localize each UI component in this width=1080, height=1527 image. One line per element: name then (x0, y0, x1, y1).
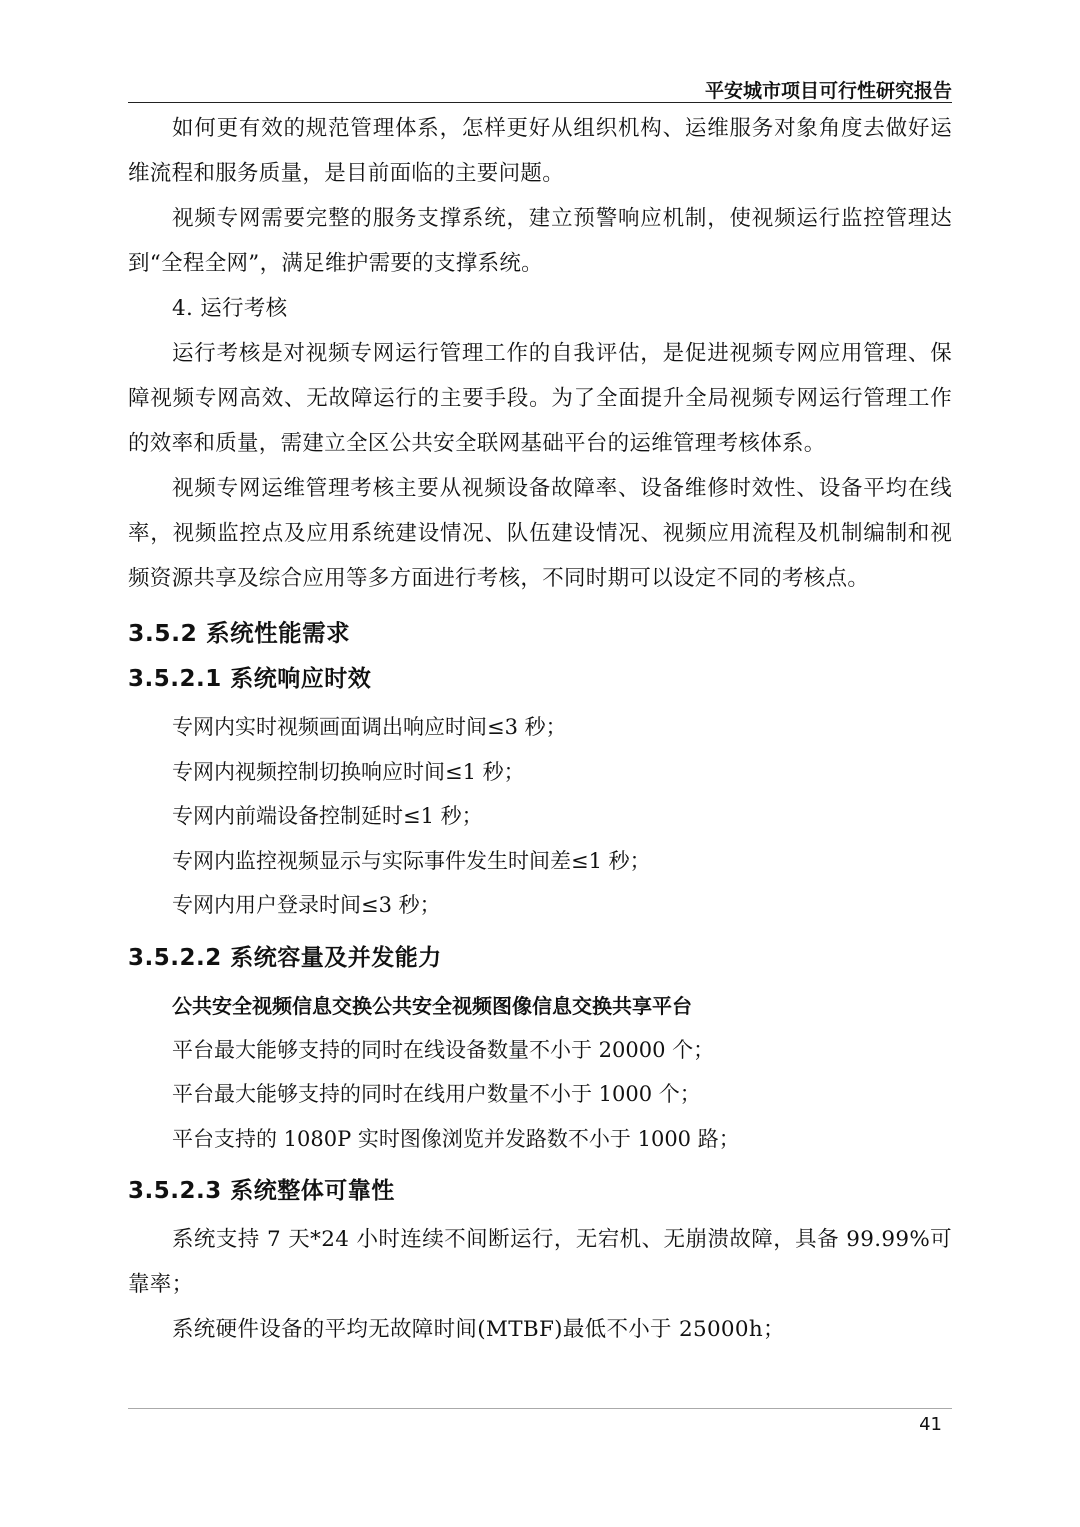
subsection-heading: 3.5.2.1 系统响应时效 (128, 666, 372, 692)
paragraph: 视频专网运维管理考核主要从视频设备故障率、设备维修时效性、设备平均在线率，视频监控点及应用系统建设情况、队伍建设情况、视频应用流程及机制编制和视频资源共享及综合应用等多方面进行考核，不同时期可以设定不同的考核点。 (128, 476, 952, 591)
list-item: 平台支持的 1080P 实时图像浏览并发路数不小于 1000 路； (172, 1126, 740, 1151)
subsection-heading: 3.5.2.3 系统整体可靠性 (128, 1178, 395, 1204)
paragraph: 系统支持 7 天*24 小时连续不间断运行，无宕机、无崩溃故障，具备 99.99%可靠率； (128, 1227, 952, 1297)
page-number: 41 (919, 1414, 942, 1435)
paragraph: 运行考核是对视频专网运行管理工作的自我评估，是促进视频专网应用管理、保障视频专网高效、无故障运行的主要手段。为了全面提升全局视频专网运行管理工作的效率和质量，需建立全区公共安全联网基础平台的运维管理考核体系。 (128, 341, 952, 456)
footer-divider (128, 1408, 952, 1409)
page-content (128, 106, 952, 1352)
header-title: 平安城市项目可行性研究报告 (704, 80, 952, 102)
list-item: 专网内前端设备控制延时≤1 秒； (172, 804, 483, 828)
paragraph: 系统硬件设备的平均无故障时间(MTBF)最低不小于 25000h； (172, 1317, 785, 1342)
list-heading: 4. 运行考核 (172, 296, 288, 321)
section-heading: 3.5.2 系统性能需求 (128, 619, 351, 647)
page-header (128, 72, 952, 103)
list-item: 专网内用户登录时间≤3 秒； (172, 893, 441, 917)
list-item: 专网内监控视频显示与实际事件发生时间差≤1 秒； (172, 848, 651, 873)
bold-subheading: 公共安全视频信息交换公共安全视频图像信息交换共享平台 (172, 993, 692, 1018)
list-item: 专网内视频控制切换响应时间≤1 秒； (172, 759, 525, 784)
list-item: 专网内实时视频画面调出响应时间≤3 秒； (172, 715, 567, 739)
paragraph: 如何更有效的规范管理体系，怎样更好从组织机构、运维服务对象角度去做好运维流程和服务质量，是目前面临的主要问题。 (128, 116, 952, 186)
list-item: 平台最大能够支持的同时在线用户数量不小于 1000 个； (172, 1082, 701, 1106)
paragraph: 视频专网需要完整的服务支撑系统，建立预警响应机制，使视频运行监控管理达到“全程全网”，满足维护需要的支撑系统。 (128, 206, 952, 276)
subsection-heading: 3.5.2.2 系统容量及并发能力 (128, 944, 442, 971)
list-item: 平台最大能够支持的同时在线设备数量不小于 20000 个； (172, 1037, 715, 1062)
